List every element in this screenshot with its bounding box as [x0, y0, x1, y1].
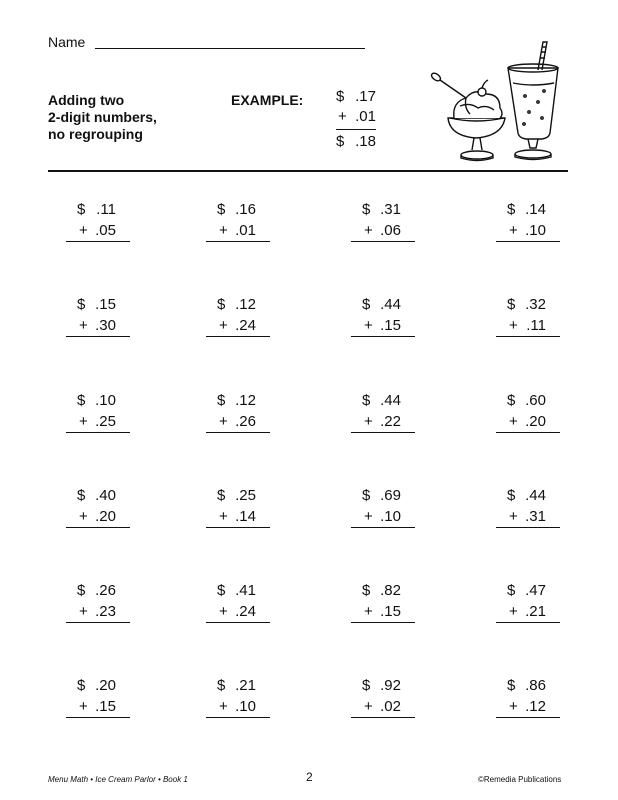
addition-problem — [496, 487, 546, 529]
dollar-sign: $ — [507, 392, 516, 409]
addition-problem — [206, 296, 256, 338]
dollar-sign: $ — [362, 677, 371, 694]
topic-heading — [48, 92, 157, 143]
answer-line — [496, 622, 560, 623]
top-addend: .41 — [235, 582, 256, 599]
answer-line — [206, 336, 270, 337]
addition-problem — [206, 201, 256, 243]
plus-sign: + — [79, 317, 88, 334]
ice-cream-illustration — [430, 38, 570, 166]
top-addend: .20 — [95, 677, 116, 694]
plus-sign: + — [338, 108, 347, 125]
example-answer: .18 — [355, 133, 376, 150]
plus-sign: + — [364, 698, 373, 715]
top-addend: .16 — [235, 201, 256, 218]
answer-line — [351, 622, 415, 623]
answer-line — [351, 527, 415, 528]
addition-problem — [351, 296, 401, 338]
example-label: EXAMPLE: — [231, 92, 304, 108]
bottom-addend: .14 — [235, 508, 256, 525]
dollar-sign: $ — [507, 582, 516, 599]
dollar-sign: $ — [362, 582, 371, 599]
bottom-addend: .10 — [235, 698, 256, 715]
top-addend: .31 — [380, 201, 401, 218]
dollar-sign: $ — [77, 582, 86, 599]
top-addend: .40 — [95, 487, 116, 504]
plus-sign: + — [509, 603, 518, 620]
top-addend: .25 — [235, 487, 256, 504]
top-addend: .15 — [95, 296, 116, 313]
dollar-sign: $ — [362, 296, 371, 313]
answer-line — [66, 622, 130, 623]
addition-problem — [496, 392, 546, 434]
topic-line: no regrouping — [48, 126, 143, 142]
topic-line: Adding two — [48, 92, 125, 108]
top-addend: .44 — [380, 392, 401, 409]
plus-sign: + — [79, 698, 88, 715]
bottom-addend: .20 — [95, 508, 116, 525]
answer-line — [206, 241, 270, 242]
addition-problem — [351, 677, 401, 719]
addition-problem — [206, 487, 256, 529]
bottom-addend: .24 — [235, 603, 256, 620]
addition-problem — [496, 201, 546, 243]
dollar-sign: $ — [336, 88, 345, 105]
answer-line — [351, 336, 415, 337]
top-addend: .92 — [380, 677, 401, 694]
answer-line — [66, 241, 130, 242]
header-divider — [48, 170, 568, 172]
answer-line — [206, 717, 270, 718]
plus-sign: + — [219, 603, 228, 620]
dollar-sign: $ — [507, 201, 516, 218]
addition-problem — [66, 392, 116, 434]
plus-sign: + — [509, 222, 518, 239]
plus-sign: + — [509, 413, 518, 430]
dollar-sign: $ — [77, 487, 86, 504]
top-addend: .44 — [525, 487, 546, 504]
bottom-addend: .02 — [380, 698, 401, 715]
dollar-sign: $ — [217, 296, 226, 313]
footer-copyright: ©Remedia Publications — [478, 775, 562, 784]
addition-problem — [66, 201, 116, 243]
dollar-sign: $ — [362, 201, 371, 218]
top-addend: .11 — [96, 201, 116, 218]
top-addend: .21 — [235, 677, 256, 694]
plus-sign: + — [509, 508, 518, 525]
bottom-addend: .05 — [95, 222, 116, 239]
answer-line — [206, 622, 270, 623]
footer-book-title: Menu Math • Ice Cream Parlor • Book 1 — [48, 775, 188, 784]
plus-sign: + — [509, 317, 518, 334]
addition-problem — [206, 392, 256, 434]
top-addend: .12 — [235, 392, 256, 409]
plus-sign: + — [364, 603, 373, 620]
addition-problem — [496, 582, 546, 624]
dollar-sign: $ — [507, 487, 516, 504]
dollar-sign: $ — [362, 487, 371, 504]
top-addend: .10 — [95, 392, 116, 409]
answer-line — [351, 717, 415, 718]
answer-line — [496, 336, 560, 337]
top-addend: .47 — [525, 582, 546, 599]
addition-problem — [496, 296, 546, 338]
plus-sign: + — [509, 698, 518, 715]
addition-problem — [66, 582, 116, 624]
top-addend: .32 — [525, 296, 546, 313]
plus-sign: + — [364, 413, 373, 430]
answer-line — [66, 432, 130, 433]
dollar-sign: $ — [507, 677, 516, 694]
addition-problem — [351, 392, 401, 434]
bottom-addend: .21 — [525, 603, 546, 620]
answer-line — [496, 241, 560, 242]
bottom-addend: .24 — [235, 317, 256, 334]
plus-sign: + — [219, 222, 228, 239]
top-addend: .86 — [525, 677, 546, 694]
addition-problem — [351, 582, 401, 624]
bottom-addend: .11 — [526, 317, 546, 334]
name-line — [95, 48, 365, 49]
dollar-sign: $ — [77, 201, 86, 218]
bottom-addend: .12 — [525, 698, 546, 715]
name-label: Name — [48, 34, 86, 50]
bottom-addend: .20 — [525, 413, 546, 430]
dollar-sign: $ — [217, 392, 226, 409]
plus-sign: + — [219, 508, 228, 525]
answer-line — [496, 432, 560, 433]
addition-problem — [206, 677, 256, 719]
answer-line — [66, 336, 130, 337]
answer-line — [206, 527, 270, 528]
bottom-addend: .25 — [95, 413, 116, 430]
example-bottom-number: .01 — [355, 108, 376, 125]
addition-problem — [496, 677, 546, 719]
plus-sign: + — [364, 508, 373, 525]
addition-problem — [66, 677, 116, 719]
answer-line — [351, 432, 415, 433]
answer-line — [206, 432, 270, 433]
top-addend: .60 — [525, 392, 546, 409]
bottom-addend: .22 — [380, 413, 401, 430]
example-problem — [336, 88, 376, 153]
dollar-sign: $ — [217, 201, 226, 218]
answer-line — [336, 129, 376, 130]
dollar-sign: $ — [217, 677, 226, 694]
bottom-addend: .01 — [235, 222, 256, 239]
addition-problem — [66, 487, 116, 529]
dollar-sign: $ — [507, 296, 516, 313]
plus-sign: + — [364, 317, 373, 334]
bottom-addend: .10 — [380, 508, 401, 525]
plus-sign: + — [79, 413, 88, 430]
plus-sign: + — [219, 413, 228, 430]
plus-sign: + — [79, 222, 88, 239]
top-addend: .44 — [380, 296, 401, 313]
dollar-sign: $ — [336, 133, 345, 150]
example-top-number: .17 — [355, 88, 376, 105]
top-addend: .12 — [235, 296, 256, 313]
addition-problem — [351, 487, 401, 529]
dollar-sign: $ — [362, 392, 371, 409]
answer-line — [66, 527, 130, 528]
addition-problem — [66, 296, 116, 338]
bottom-addend: .15 — [380, 317, 401, 334]
bottom-addend: .31 — [525, 508, 546, 525]
dollar-sign: $ — [77, 392, 86, 409]
bottom-addend: .30 — [95, 317, 116, 334]
bottom-addend: .15 — [95, 698, 116, 715]
answer-line — [66, 717, 130, 718]
plus-sign: + — [79, 603, 88, 620]
bottom-addend: .06 — [380, 222, 401, 239]
bottom-addend: .15 — [380, 603, 401, 620]
answer-line — [496, 717, 560, 718]
plus-sign: + — [364, 222, 373, 239]
bottom-addend: .23 — [95, 603, 116, 620]
top-addend: .82 — [380, 582, 401, 599]
answer-line — [496, 527, 560, 528]
dollar-sign: $ — [77, 296, 86, 313]
addition-problem — [351, 201, 401, 243]
plus-sign: + — [219, 698, 228, 715]
plus-sign: + — [219, 317, 228, 334]
topic-line: 2-digit numbers, — [48, 109, 157, 125]
addition-problem — [206, 582, 256, 624]
answer-line — [351, 241, 415, 242]
dollar-sign: $ — [77, 677, 86, 694]
dollar-sign: $ — [217, 582, 226, 599]
bottom-addend: .26 — [235, 413, 256, 430]
dollar-sign: $ — [217, 487, 226, 504]
top-addend: .14 — [525, 201, 546, 218]
page-number: 2 — [306, 770, 313, 784]
bottom-addend: .10 — [525, 222, 546, 239]
top-addend: .69 — [380, 487, 401, 504]
plus-sign: + — [79, 508, 88, 525]
top-addend: .26 — [95, 582, 116, 599]
